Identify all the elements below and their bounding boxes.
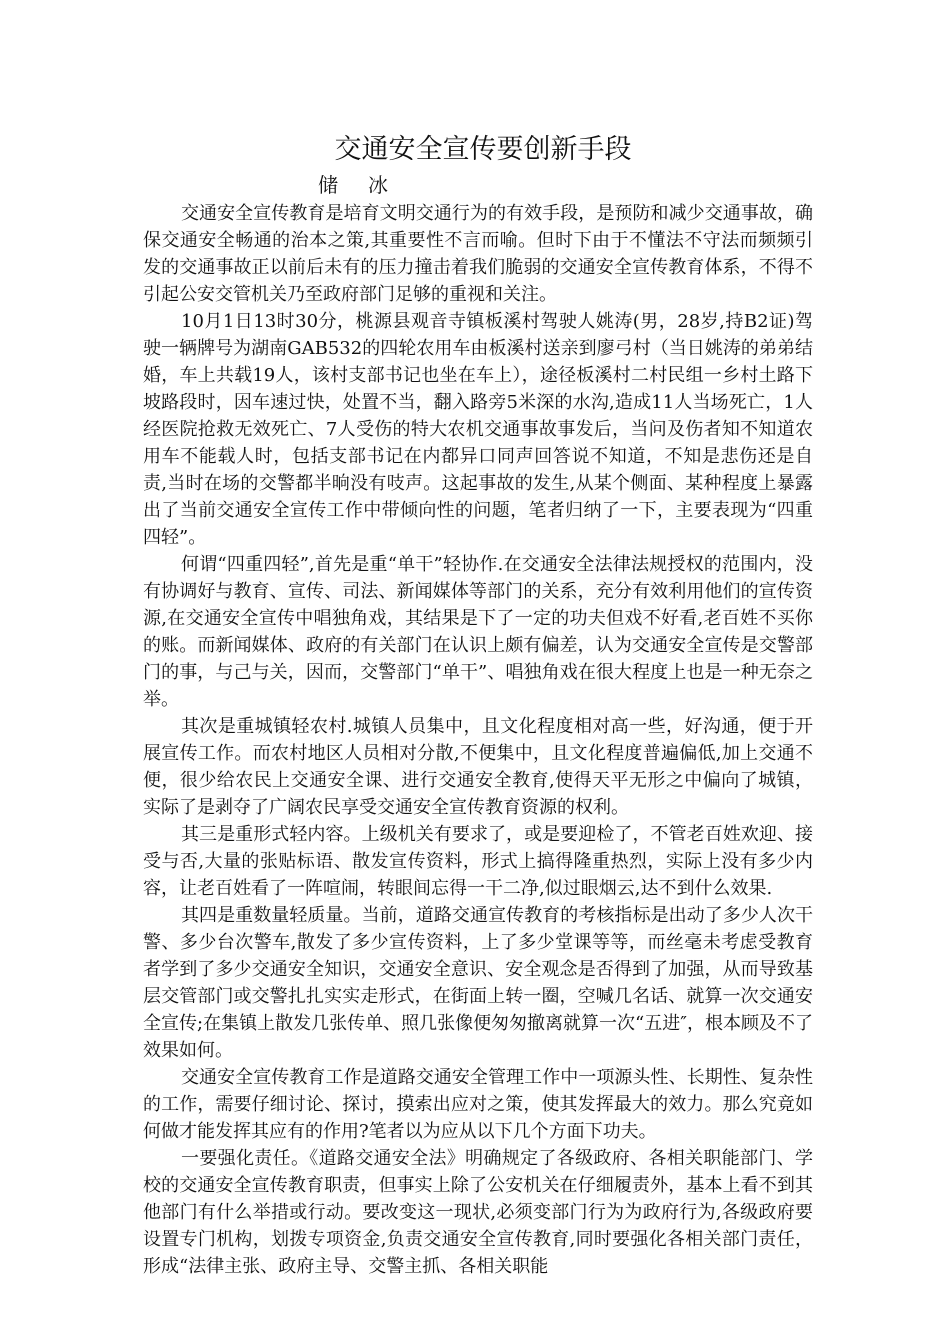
paragraph: 交通安全宣传教育工作是道路交通安全管理工作中一项源头性、长期性、复杂性的工作，需要仔细讨论、探讨，摸索出应对之策，使其发挥最大的效力。那么究竟如何做才能发挥其应有的作用?笔者以为应从以下几个方面下功夫。 (143, 1067, 813, 1142)
paragraph: 其三是重形式轻内容。上级机关有要求了，或是要迎检了，不管老百姓欢迎、接受与否,大量的张贴标语、散发宣传资料，形式上搞得隆重热烈，实际上没有多少内容，让老百姓看了一阵喧闹，转眼间忘得一干二净,似过眼烟云,达不到什么效果. (143, 824, 813, 899)
document-author: 储冰 (318, 173, 418, 197)
document-page (143, 130, 813, 1280)
paragraph: 10月1日13时30分，桃源县观音寺镇板溪村驾驶人姚涛(男，28岁,持B2证)驾驶一辆牌号为湖南GAB532的四轮农用车由板溪村送亲到廖弓村（当日姚涛的弟弟结婚，车上共载19人，该村支部书记也坐在车上），途径板溪村二村民组一乡村土路下坡路段时，因车速过快，处置不当，翻入路旁5米深的水沟,造成11人当场死亡，1人经医院抢救无效死亡、7人受伤的特大农机交通事故事发后，当问及伤者知不知道农用车不能载人时，包括支部书记在内都异口同声回答说不知道，不知是悲伤还是自责,当时在场的交警都半晌没有吱声。这起事故的发生,从某个侧面、某种程度上暴露出了当前交通安全宣传工作中带倾向性的问题，笔者归纳了一下，主要表现为“四重四轻”。 (143, 311, 813, 548)
paragraph: 其四是重数量轻质量。当前，道路交通宣传教育的考核指标是出动了多少人次干警、多少台次警车,散发了多少宣传资料，上了多少堂课等等，而丝毫未考虑受教育者学到了多少交通安全知识，交通安全意识、安全观念是否得到了加强，从而导致基层交管部门或交警扎扎实实走形式，在街面上转一圈，空喊几名话、就算一次交通安全宣传;在集镇上散发几张传单、照几张像便匆匆撤离就算一次“五进″，根本顾及不了效果如何。 (143, 905, 813, 1061)
paragraph: 其次是重城镇轻农村.城镇人员集中，且文化程度相对高一些，好沟通，便于开展宣传工作。而农村地区人员相对分散,不便集中，且文化程度普遍偏低,加上交通不便，很少给农民上交通安全课、进行交通安全教育,使得天平无形之中偏向了城镇，实际了是剥夺了广阔农民享受交通安全宣传教育资源的权利。 (143, 716, 813, 818)
document-title: 交通安全宣传要创新手段 (334, 134, 632, 165)
paragraph: 一要强化责任。《道路交通安全法》明确规定了各级政府、各相关职能部门、学校的交通安全宣传教育职责，但事实上除了公安机关在仔细履责外，基本上看不到其他部门有什么举措或行动。要改变这一现状,必须变部门行为为政府行为,各级政府要设置专门机构，划拨专项资金,负责交通安全宣传教育,同时要强化各相关部门责任，形成“法律主张、政府主导、交警主抓、各相关职能 (143, 1148, 813, 1277)
paragraph: 何谓“四重四轻”,首先是重“单干”轻协作.在交通安全法律法规授权的范围内，没有协调好与教育、宣传、司法、新闻媒体等部门的关系，充分有效利用他们的宣传资源,在交通安全宣传中唱独角戏，其结果是下了一定的功夫但戏不好看,老百姓不买你的账。而新闻媒体、政府的有关部门在认识上颇有偏差，认为交通安全宣传是交警部门的事，与己与关，因而，交警部门“单干”、唱独角戏在很大程度上也是一种无奈之举。 (143, 554, 813, 710)
paragraph: 交通安全宣传教育是培育文明交通行为的有效手段，是预防和减少交通事故，确保交通安全畅通的治本之策,其重要性不言而喻。但时下由于不懂法不守法而频频引发的交通事故正以前后未有的压力撞击着我们脆弱的交通安全宣传教育体系，不得不引起公安交管机关乃至政府部门足够的重视和关注。 (143, 203, 813, 305)
